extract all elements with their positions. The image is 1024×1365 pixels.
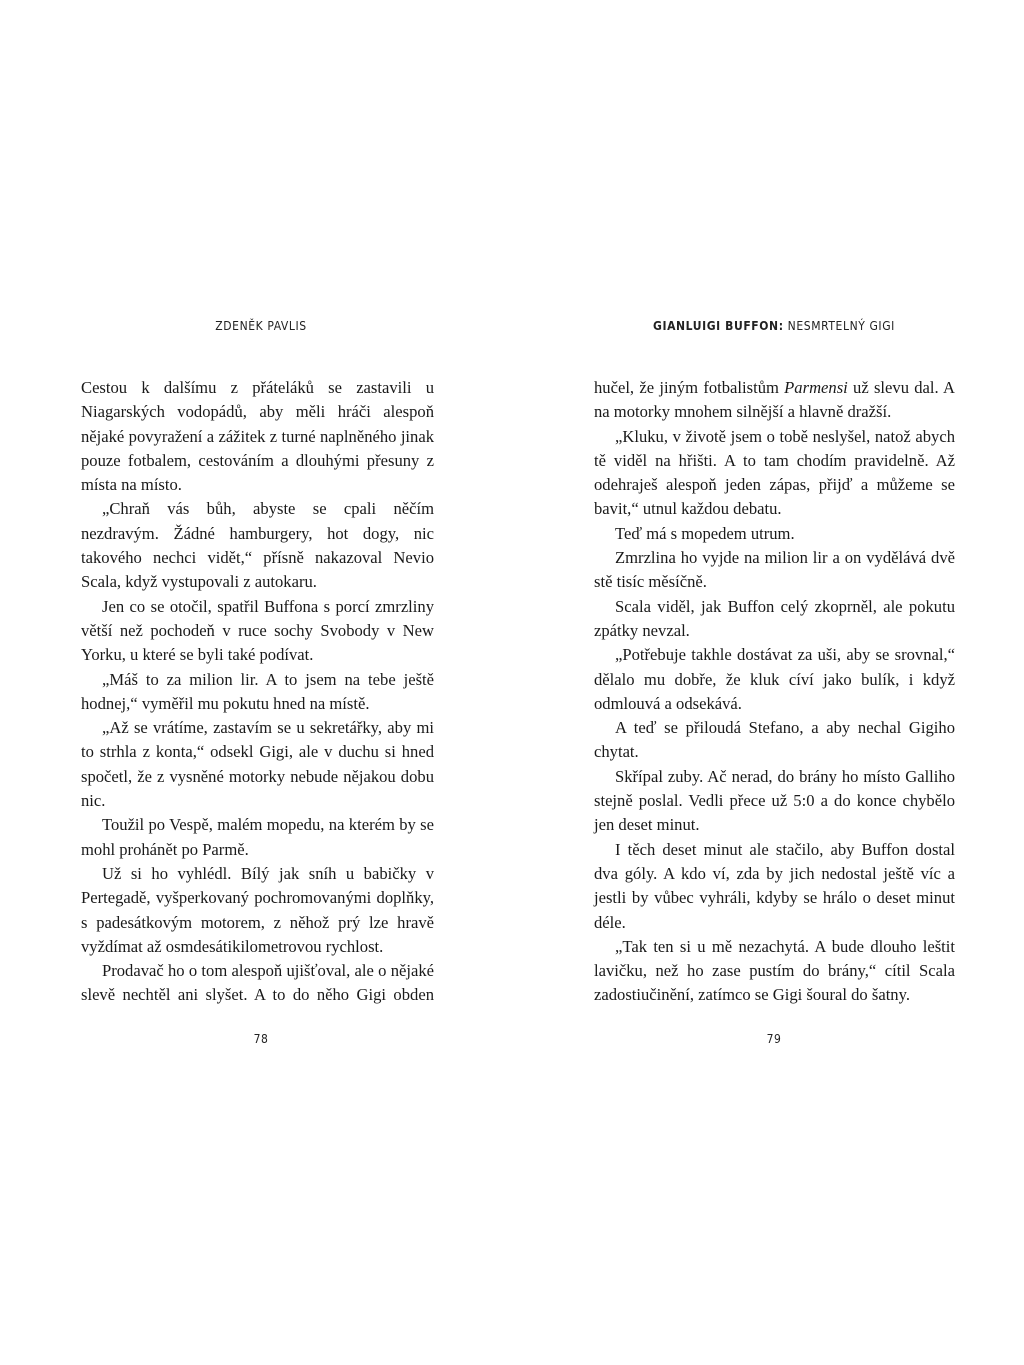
running-head-author: ZDENĚK PAVLIS bbox=[215, 319, 307, 333]
running-head-title-regular: NESMRTELNÝ GIGI bbox=[787, 319, 895, 333]
paragraph-1: Cestou k dalšímu z přáteláků se zastavili u Niagarských vodopádů, aby měli hráči alespoň nějaké povyražení a zážitek z turné naplněného jinak pouze fotbalem, cestováním a dlouhými přesuny z místa na místo. bbox=[81, 378, 434, 495]
paragraph-2: „Chraň vás bůh, abyste se cpali něčím nezdravým. Žádné hamburgery, hot dogy, nic takového nechci vidět,“ přísně nakazoval Nevio Scala, když vystupovali z autokaru. bbox=[81, 499, 434, 592]
paragraph-8: Prodavač ho o tom alespoň ujišťoval, ale o nějaké slevě nechtěl ani slyšet. A to do něho Gigi obden bbox=[81, 961, 434, 1005]
page-number-right: 79 bbox=[766, 1032, 782, 1046]
paragraph-continued-part-1: hučel, že jiným fotbalistům bbox=[594, 378, 785, 397]
page-number-left: 78 bbox=[253, 1032, 269, 1046]
paragraph-continued-part-2: už slevu dal. A na motorky mnohem silnější a hlavně dražší. bbox=[594, 378, 955, 422]
left-page-body bbox=[81, 376, 434, 1008]
running-head-title-bold: GIANLUIGI BUFFON: bbox=[653, 319, 784, 333]
paragraph-6: Toužil po Vespě, malém mopedu, na kterém by se mohl prohánět po Parmě. bbox=[81, 815, 434, 859]
paragraph-continued bbox=[594, 376, 955, 425]
paragraph-continued-italic: Parmensi bbox=[784, 378, 848, 397]
paragraph-r6: A teď se přiloudá Stefano, a aby nechal Gigiho chytat. bbox=[594, 718, 955, 762]
paragraph-r4: Scala viděl, jak Buffon celý zkoprněl, ale pokutu zpátky nevzal. bbox=[594, 596, 955, 640]
paragraph-r3: Zmrzlina ho vyjde na milion lir a on vydělává dvě stě tisíc měsíčně. bbox=[594, 548, 955, 592]
paragraph-3: Jen co se otočil, spatřil Buffona s porcí zmrzliny větší než pochodeň v ruce sochy Svobody v New Yorku, u které se byli také podívat. bbox=[81, 596, 434, 665]
right-page bbox=[512, 0, 1024, 1365]
running-head-title bbox=[593, 317, 955, 335]
paragraph-r2: Teď má s mopedem utrum. bbox=[615, 523, 795, 543]
paragraph-r1: „Kluku, v životě jsem o tobě neslyšel, natož abych tě viděl na hřišti. A to tam chodím pravidelně. Až odehraješ alespoň jeden zápas, přijď a můžeme se bavit,“ utnul každou debatu. bbox=[594, 426, 955, 519]
paragraph-r5: „Potřebuje takhle dostávat za uši, aby se srovnal,“ dělalo mu dobře, že kluk cíví jako bulík, i když odmlouvá a odsekává. bbox=[594, 645, 955, 713]
paragraph-7: Už si ho vyhlédl. Bílý jak sníh u babičky v Pertegadě, vyšperkovaný pochromovanými doplňky, s padesátkovým motorem, z něhož prý lze hravě vyždímat až osmdesátikilometrovou rychlost. bbox=[81, 863, 434, 956]
paragraph-r8: I těch deset minut ale stačilo, aby Buffon dostal dva góly. A kdo ví, zda by jich nedostal ještě víc a jestli by vůbec vyhráli, kdyby se hrálo o deset minut déle. bbox=[594, 839, 955, 932]
paragraph-r9: „Tak ten si u mě nezachytá. A bude dlouho leštit lavičku, než ho zase pustím do brány,“ cítil Scala zadostiučinění, zatímco se Gigi šoural do šatny. bbox=[594, 936, 955, 1005]
paragraph-r7: Skřípal zuby. Ač nerad, do brány ho místo Galliho stejně poslal. Vedli přece už 5:0 a do konce chybělo jen deset minut. bbox=[594, 766, 955, 835]
paragraph-4: „Máš to za milion lir. A to jsem na tebe ještě hodnej,“ vyměřil mu pokutu hned na místě. bbox=[81, 669, 434, 713]
paragraph-5: „Až se vrátíme, zastavím se u sekretářky, aby mi to strhla z konta,“ odsekl Gigi, ale v duchu si hned spočetl, že z vysněné motorky nebude nějakou dobu nic. bbox=[81, 718, 434, 811]
right-page-body bbox=[594, 376, 955, 1008]
